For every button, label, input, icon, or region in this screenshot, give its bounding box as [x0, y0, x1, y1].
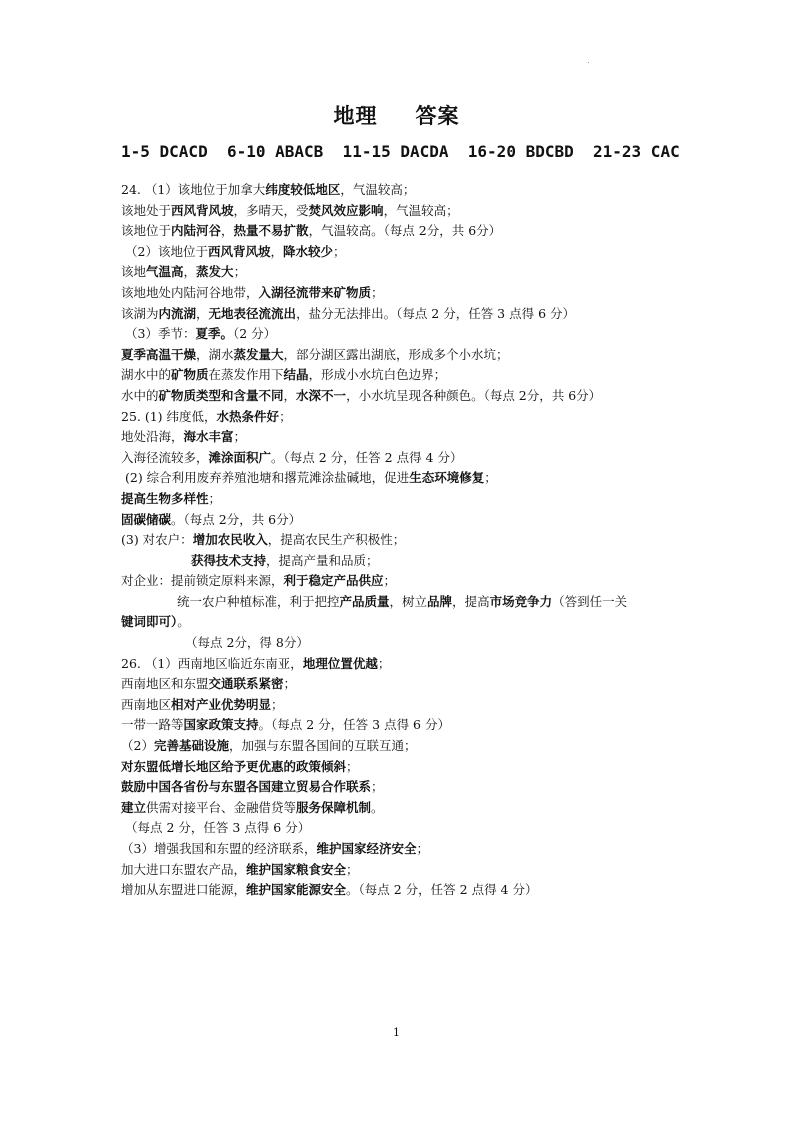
answer-text: 湖水中的	[121, 367, 172, 383]
answer-line	[121, 427, 681, 448]
answer-line	[121, 201, 681, 222]
answer-line	[121, 221, 681, 242]
answer-text: ；	[233, 264, 247, 280]
answer-text: 该地位于	[121, 223, 172, 239]
answer-line	[121, 592, 681, 613]
answer-text: 对企业：提前锁定原料来源，	[121, 573, 284, 589]
answer-text: 26. （1）西南地区临近东南亚，	[121, 655, 303, 671]
key-point-text: 地理位置优越	[302, 655, 378, 671]
key-point-text: 品牌	[427, 593, 453, 609]
answer-text: ，形成小水坑白色边界；	[308, 367, 447, 383]
answer-text: （3）季节：	[125, 326, 196, 342]
answer-line	[121, 633, 681, 654]
key-point-text: 水深不一	[296, 387, 347, 403]
page-title	[0, 100, 793, 130]
answer-text: 该湖为	[121, 305, 159, 321]
key-point-text: 服务保障机制	[296, 799, 372, 815]
answer-text: ；	[271, 696, 284, 712]
answer-text: 。（每点 2分，共 6分）	[171, 511, 302, 527]
key-point-text: 气温高	[146, 264, 184, 280]
answer-text: ，	[196, 305, 209, 321]
answer-text: 西南地区和东盟	[121, 676, 209, 692]
answer-line	[121, 736, 681, 757]
answer-line	[121, 180, 681, 201]
key-point-text: 交通联系紧密	[208, 676, 284, 692]
answer-text: 。（每点 2 分，任答 2 点得 4 分）	[271, 449, 463, 465]
answer-text: 一带一路等	[121, 717, 184, 733]
answer-line	[121, 242, 681, 263]
answer-text: 统一农户种植标准，利于把控	[177, 593, 340, 609]
answer-line	[121, 386, 681, 407]
key-point-text: 鼓励中国各省份与东盟各国建立贸易合作联系	[121, 779, 372, 795]
key-point-text: 蒸发量大	[233, 346, 284, 362]
key-point-text: 蒸发大	[196, 264, 234, 280]
answer-text: （3）增强我国和东盟的经济联系，	[121, 841, 317, 856]
answer-text: 24. （1）该地位于加拿大	[121, 182, 266, 197]
key-point-text: 完善基础设施	[153, 738, 229, 754]
answer-text: （每点 2 分，任答 3 点得 6 分）	[125, 820, 311, 836]
answer-text: （2）	[121, 738, 154, 754]
answer-text: 。	[371, 799, 384, 815]
answer-text: ；	[208, 490, 222, 506]
answer-line	[121, 262, 681, 283]
answer-text: 增加从东盟进口能源，	[121, 882, 247, 898]
answer-text: ，	[283, 387, 297, 403]
key-point-text: 建立	[121, 799, 147, 815]
answer-text: 该地	[121, 264, 147, 280]
answer-line	[121, 365, 681, 386]
answer-text: 该地处于	[121, 202, 172, 218]
key-point-text: 国家政策支持	[183, 717, 259, 733]
answer-line	[121, 571, 681, 592]
answer-text: （每点 2分，得 8分）	[185, 635, 309, 651]
answer-line	[121, 798, 681, 819]
answer-text: ；	[371, 779, 384, 795]
key-point-text: 降水较少	[283, 243, 334, 259]
answer-text: 。（每点 2 分，任答 3 点得 6 分）	[258, 717, 450, 733]
key-point-text: 夏季。	[195, 326, 233, 342]
answer-text: ，湖水	[196, 346, 234, 362]
answer-line	[121, 489, 681, 510]
answer-line	[121, 304, 681, 325]
key-point-text: 固碳储碳	[121, 511, 172, 527]
answer-text: 25. (1) 纬度低，	[121, 408, 217, 424]
answer-line	[121, 551, 681, 572]
answer-text: (3) 对农户：	[121, 532, 193, 548]
answer-text: （答到任一关	[552, 593, 628, 609]
key-point-text: 矿物质	[171, 367, 209, 383]
key-point-text: 焚风效应影响	[308, 202, 384, 218]
answer-text: ；	[484, 470, 497, 486]
answer-text: （2）该地位于	[125, 243, 208, 259]
answer-line	[121, 407, 681, 428]
answer-text: ，	[183, 264, 197, 280]
answer-text: ，	[221, 223, 234, 239]
answer-line	[121, 715, 681, 736]
answer-text: （2 分）	[232, 326, 277, 342]
answer-text: ，加强与东盟各国间的互联互通；	[228, 738, 417, 754]
key-point-text: 生态环境修复	[409, 470, 485, 486]
answer-text: ；	[333, 243, 346, 259]
answer-line	[121, 654, 681, 675]
answer-line	[121, 510, 681, 531]
answer-text: 入海径流较多，	[121, 449, 209, 465]
key-point-text: 无地表径流流出	[208, 305, 297, 321]
answer-line	[121, 612, 681, 633]
answer-line	[121, 839, 681, 860]
key-point-text: 矿物质类型和含量不同	[158, 387, 284, 403]
key-point-text: 内流湖	[158, 305, 197, 321]
multiple-choice-answers: 1-5 DCACD 6-10 ABACB 11-15 DACDA 16-20 BDCBD 21-23 CAC	[121, 142, 680, 161]
key-point-text: 产品质量	[339, 593, 390, 609]
key-point-text: 水热条件好	[216, 408, 280, 424]
answer-title: 答案	[415, 104, 460, 128]
key-point-text: 西风背风坡	[207, 243, 271, 259]
answer-body	[121, 180, 681, 901]
answer-text: 供需对接平台、金融借贷等	[146, 799, 297, 815]
answer-line	[121, 345, 681, 366]
answer-text: 。（每点 2 分，任答 2 点得 4 分）	[346, 882, 538, 898]
answer-text: 地处沿海，	[121, 429, 184, 445]
key-point-text: 增加农民收入	[192, 532, 268, 548]
key-point-text: 维护国家经济安全	[316, 841, 417, 856]
key-point-text: 内陆河谷	[171, 223, 222, 239]
key-point-text: 纬度较低地区	[265, 182, 341, 197]
answer-line	[121, 324, 681, 345]
answer-text: 加大进口东盟农产品，	[121, 861, 247, 877]
answer-line	[121, 777, 681, 798]
answer-text: ，多晴天，受	[233, 202, 309, 218]
page-number: 1	[393, 1026, 400, 1039]
key-point-text: 相对产业优势明显	[171, 696, 272, 712]
answer-text: ；	[383, 573, 397, 589]
answer-text: ，提高农民生产积极性；	[267, 532, 406, 548]
answer-line	[121, 757, 681, 778]
answer-line	[121, 468, 681, 489]
answer-text: 该地地处内陆河谷地带，	[121, 284, 259, 300]
answer-line	[121, 695, 681, 716]
answer-text: ，	[270, 243, 283, 259]
key-point-text: 海水丰富	[183, 429, 234, 445]
answer-text: ；	[279, 408, 292, 424]
answer-text: ；	[346, 758, 359, 774]
answer-text: ；	[371, 284, 384, 300]
answer-text: ；	[233, 429, 247, 445]
key-point-text: 西风背风坡	[171, 202, 234, 218]
key-point-text: 夏季高温干燥	[121, 346, 197, 362]
key-point-text: 提高生物多样性	[121, 490, 209, 506]
key-point-text: 利于稳定产品供应	[283, 573, 384, 589]
answer-text: ，气温较高；	[340, 182, 416, 197]
key-point-text: 滩涂面积广	[208, 449, 272, 465]
answer-text: ，提高产量和品质；	[266, 552, 379, 568]
answer-text: 在蒸发作用下	[208, 367, 284, 383]
answer-text: (2) 综合利用废弃养殖池塘和撂荒滩涂盐碱地，促进	[125, 470, 410, 486]
answer-text: ，部分湖区露出湖底，形成多个小水坑；	[283, 346, 509, 362]
key-point-text: 维护国家能源安全	[246, 882, 347, 898]
answer-line	[121, 448, 681, 469]
answer-text: ；	[377, 655, 391, 671]
answer-line	[121, 674, 681, 695]
key-point-text: 键词即可）	[121, 614, 178, 630]
subject-title: 地理	[333, 104, 378, 128]
key-point-text: 维护国家粮食安全	[246, 861, 347, 877]
answer-text: ，盐分无法排出。（每点 2 分，任答 3 点得 6 分）	[296, 305, 576, 321]
answer-text: ，树立	[389, 593, 428, 609]
key-point-text: 市场竞争力	[489, 593, 553, 609]
answer-text: ；	[346, 861, 359, 877]
answer-line	[121, 860, 681, 881]
answer-line	[121, 530, 681, 551]
scan-dot	[588, 62, 589, 63]
answer-text: ；	[416, 841, 429, 856]
answer-text: ，气温较高；	[383, 202, 459, 218]
key-point-text: 对东盟低增长地区给予更优惠的政策倾斜	[121, 758, 347, 774]
key-point-text: 热量不易扩散	[233, 223, 309, 239]
key-point-text: 结晶	[283, 367, 309, 383]
key-point-text: 获得技术支持	[191, 552, 267, 568]
answer-line	[121, 283, 681, 304]
answer-text: 。	[177, 614, 190, 630]
key-point-text: 入湖径流带来矿物质	[258, 284, 372, 300]
answer-text: ，小水坑呈现各种颜色。（每点 2分，共 6分）	[346, 387, 602, 403]
answer-text: ；	[283, 676, 297, 692]
answer-text: ，提高	[452, 593, 490, 609]
answer-text: 西南地区	[121, 696, 172, 712]
answer-text: 水中的	[121, 387, 159, 403]
answer-text: ，气温较高。（每点 2分，共 6分）	[308, 223, 502, 239]
answer-line	[121, 880, 681, 901]
answer-line	[121, 818, 681, 839]
